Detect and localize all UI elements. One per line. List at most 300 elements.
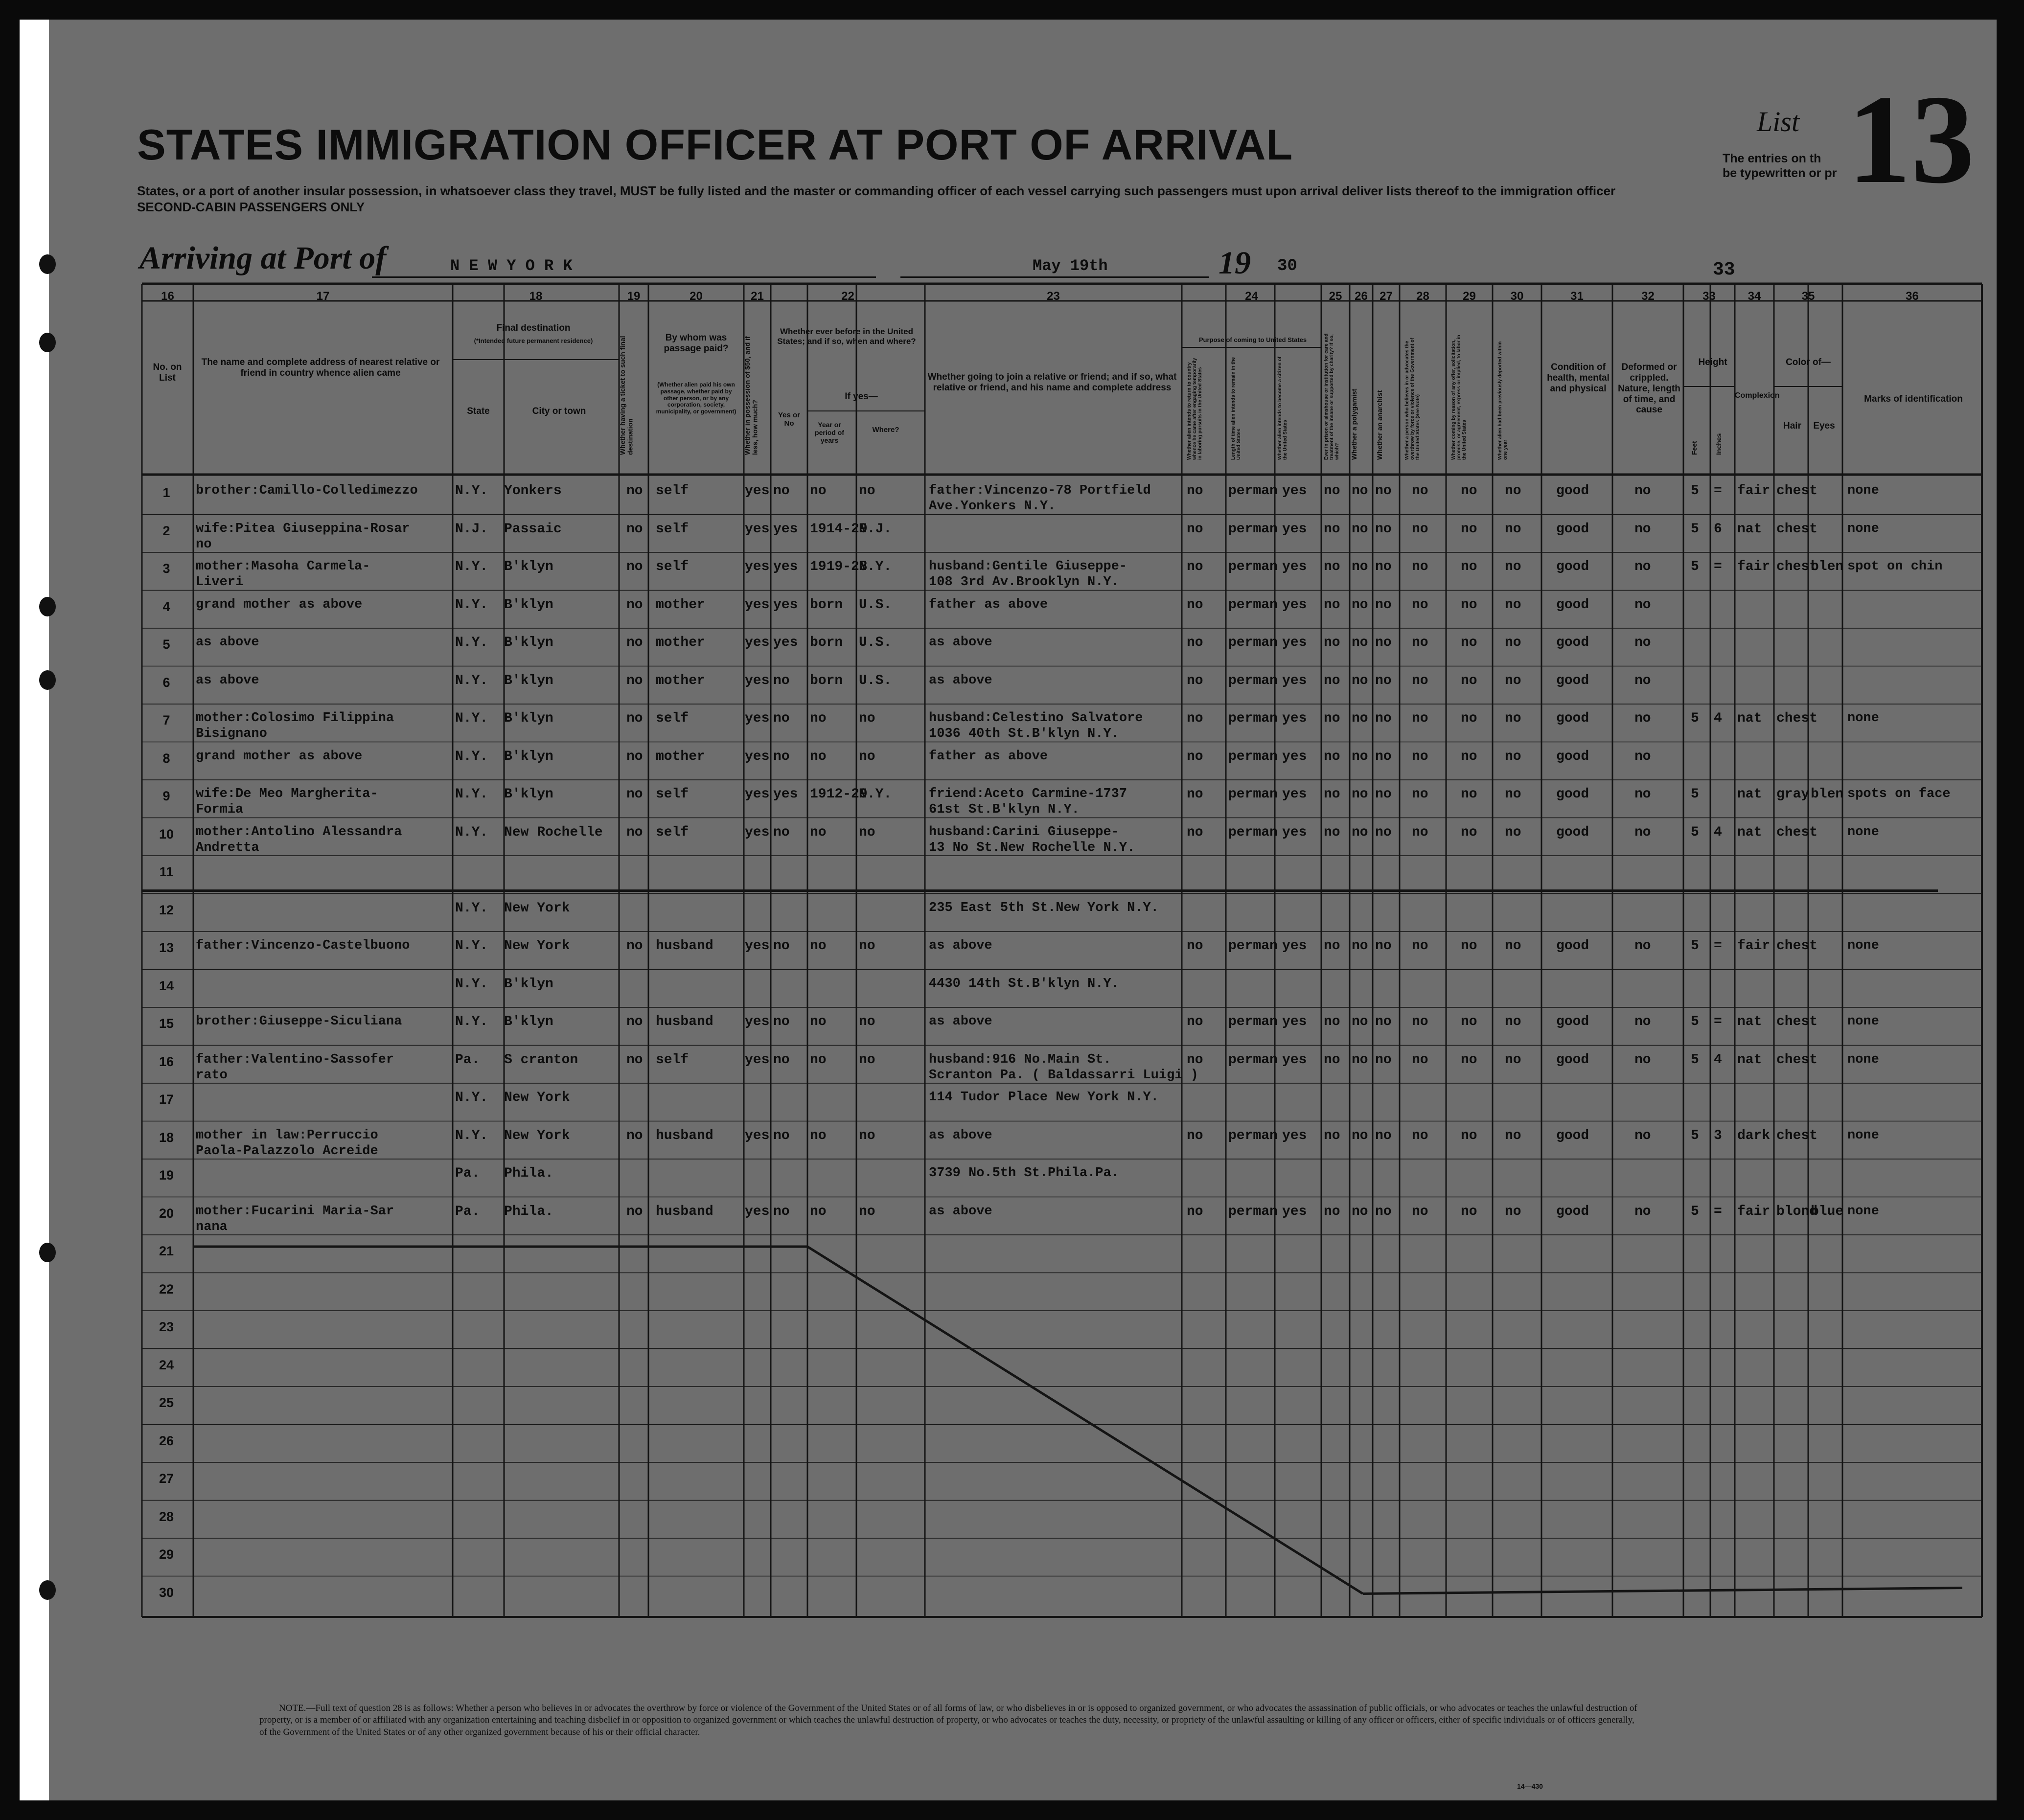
q28-cell: no [1412,521,1428,537]
q30-cell: no [1505,711,1521,726]
inches-cell: = [1714,483,1722,499]
relative-cell-line2: Paola-Palazzolo Acreide [196,1143,378,1159]
feet-cell: 5 [1691,1014,1699,1029]
before-us-cell: no [773,1014,790,1029]
column-number: 27 [1380,290,1393,303]
deformed-cell: no [1634,559,1651,574]
money-cell: yes [745,711,770,726]
marks-cell: none [1847,1052,1879,1067]
state-cell: N.Y. [455,938,488,954]
before-us-cell: no [773,673,790,688]
ticket-cell: no [626,597,643,613]
health-cell: good [1556,711,1589,726]
prison-cell: no [1324,483,1340,499]
citizen-cell: yes [1282,824,1307,840]
header-money: Whether in possession of $50, and if less, how much? [743,336,759,455]
length-stay-cell: perman [1228,635,1278,650]
column-number: 22 [841,290,854,303]
q28-cell: no [1412,711,1428,726]
relative-cell-line2: Liveri [196,575,244,590]
city-cell: Phila. [504,1166,553,1181]
where-cell: U.S. [859,673,892,688]
year-period-cell: no [810,1014,827,1029]
header-complexion: Complexion [1735,391,1780,400]
header-q28: Whether a person who believes in or advocates the overthrow by force or violence of the Government of the United States (See Note) [1404,338,1421,460]
column-number: 23 [1047,290,1060,303]
before-us-cell: no [773,1052,790,1068]
deformed-cell: no [1634,787,1651,802]
before-us-cell: no [773,749,790,764]
feet-cell: 5 [1691,824,1699,840]
money-cell: yes [745,824,770,840]
q30-cell: no [1505,749,1521,764]
complexion-cell: dark [1737,1128,1771,1143]
polygamist-cell: no [1352,938,1368,954]
q29-cell: no [1461,1052,1477,1068]
city-cell: New Rochelle [504,824,603,840]
row-number: 17 [159,1092,174,1107]
citizen-cell: yes [1282,787,1307,802]
relative-cell: as above [196,635,259,650]
prison-cell: no [1324,1204,1340,1219]
sheet-number: 33 [1713,259,1735,280]
marks-cell: none [1847,1014,1879,1029]
polygamist-cell: no [1352,1014,1368,1029]
year-period-cell: no [810,1204,827,1219]
row-number: 16 [159,1054,174,1069]
money-cell: yes [745,1204,770,1219]
join-relative-cell: 235 East 5th St.New York N.Y. [929,900,1159,915]
relative-cell-line2: rato [196,1068,228,1083]
header-condition: Condition of health, mental and physical [1547,362,1610,394]
city-cell: B'klyn [504,559,553,574]
q29-cell: no [1461,824,1477,840]
polygamist-cell: no [1352,787,1368,802]
header-passage: By whom was passage paid? [664,333,729,354]
year-suffix: 30 [1277,257,1297,275]
passage-paid-cell: mother [656,673,705,688]
header-final-destination: Final destination [496,323,571,333]
where-cell: no [859,1014,875,1029]
join-relative-cell: husband:Celestino Salvatore [929,711,1143,726]
header-purpose-temporary: Whether alien intends to return to country whence he came after engaging temporarily in laboring pursuits in the United States [1187,358,1203,460]
eyes-cell: blen [1811,787,1844,802]
state-cell: Pa. [455,1052,480,1068]
ticket-cell: no [626,635,643,650]
length-stay-cell: perman [1228,597,1278,613]
citizen-cell: yes [1282,1128,1307,1143]
join-relative-cell-line2: 108 3rd Av.Brooklyn N.Y. [929,575,1119,590]
polygamist-cell: no [1352,483,1368,499]
inches-cell: 4 [1714,1052,1722,1068]
column-number: 20 [690,290,703,303]
column-number: 16 [161,290,174,303]
polygamist-cell: no [1352,711,1368,726]
column-number: 34 [1748,290,1761,303]
closing-rule [1363,1588,1962,1594]
ticket-cell: no [626,749,643,764]
complexion-cell: fair [1737,938,1771,954]
row-number: 25 [159,1395,174,1410]
ticket-cell: no [626,787,643,802]
state-cell: N.Y. [455,900,488,916]
length-stay-cell: perman [1228,1052,1278,1068]
header-year-period: Year or period of years [815,421,844,445]
header-if-yes: If yes— [845,391,878,402]
arriving-label: Arriving at Port of [139,240,387,276]
before-us-cell: no [773,483,790,499]
header-where: Where? [872,426,899,434]
prison-cell: no [1324,938,1340,954]
temporary-cell: no [1187,1204,1203,1219]
join-relative-cell: as above [929,635,992,650]
ticket-cell: no [626,938,643,954]
citizen-cell: yes [1282,521,1307,537]
citizen-cell: yes [1282,483,1307,499]
temporary-cell: no [1187,1014,1203,1029]
city-cell: New York [504,1128,570,1143]
before-us-cell: no [773,824,790,840]
deformed-cell: no [1634,521,1651,537]
header-polygamist: Whether a polygamist [1350,388,1358,460]
where-cell: N.J. [859,521,892,537]
marks-cell: none [1847,1204,1879,1219]
where-cell: no [859,749,875,764]
column-number: 28 [1416,290,1429,303]
before-us-cell: no [773,711,790,726]
q28-cell: no [1412,597,1428,613]
passage-paid-cell: husband [656,1128,713,1143]
state-cell: N.Y. [455,749,488,764]
prison-cell: no [1324,673,1340,688]
join-relative-cell: friend:Aceto Carmine-1737 [929,787,1127,801]
polygamist-cell: no [1352,824,1368,840]
prison-cell: no [1324,787,1340,802]
before-us-cell: yes [773,635,798,650]
q29-cell: no [1461,1014,1477,1029]
deformed-cell: no [1634,938,1651,954]
q29-cell: no [1461,1204,1477,1219]
temporary-cell: no [1187,749,1203,764]
passage-paid-cell: self [656,521,689,537]
complexion-cell: fair [1737,559,1771,574]
city-cell: New York [504,938,570,954]
citizen-cell: yes [1282,635,1307,650]
q28-cell: no [1412,1014,1428,1029]
marks-cell: none [1847,938,1879,953]
citizen-cell: yes [1282,1204,1307,1219]
header-ticket: Whether having a ticket to such final destination [619,336,634,455]
header-anarchist: Whether an anarchist [1376,390,1383,460]
before-us-cell: no [773,938,790,954]
year-period-cell: no [810,749,827,764]
year-period-cell: no [810,711,827,726]
hair-cell: gray [1776,787,1810,802]
where-cell: no [859,483,875,499]
join-relative-cell: 114 Tudor Place New York N.Y. [929,1090,1159,1105]
q29-cell: no [1461,1128,1477,1143]
anarchist-cell: no [1375,749,1392,764]
q30-cell: no [1505,824,1521,840]
header-feet: Feet [1690,441,1698,455]
marks-cell: none [1847,521,1879,536]
prison-cell: no [1324,749,1340,764]
complexion-cell: nat [1737,787,1762,802]
header-before-us: Whether ever before in the United States; and if so, when and where? [777,327,916,346]
polygamist-cell: no [1352,673,1368,688]
q28-cell: no [1412,938,1428,954]
state-cell: N.Y. [455,635,488,650]
feet-cell: 5 [1691,711,1699,726]
length-stay-cell: perman [1228,673,1278,688]
column-number: 18 [529,290,543,303]
ticket-cell: no [626,483,643,499]
polygamist-cell: no [1352,749,1368,764]
length-stay-cell: perman [1228,1128,1278,1143]
money-cell: yes [745,559,770,574]
row-number: 6 [162,675,170,690]
deformed-cell: no [1634,1014,1651,1029]
header-purpose-citizen: Whether alien intends to become a citizen of the United States [1277,356,1288,460]
marks-cell: none [1847,824,1879,840]
prison-cell: no [1324,1014,1340,1029]
relative-cell: grand mother as above [196,597,363,612]
length-stay-cell: perman [1228,938,1278,954]
length-stay-cell: perman [1228,521,1278,537]
polygamist-cell: no [1352,1204,1368,1219]
relative-cell-line2: no [196,537,212,552]
hair-cell: chest [1776,824,1818,840]
q28-cell: no [1412,824,1428,840]
feet-cell: 5 [1691,1204,1699,1219]
passage-paid-cell: self [656,824,689,840]
city-cell: Yonkers [504,483,562,499]
row-number: 8 [162,751,170,766]
city-cell: B'klyn [504,1014,553,1029]
join-relative-cell: father:Vincenzo-78 Portfield [929,483,1151,498]
year-period-cell: no [810,824,827,840]
health-cell: good [1556,1128,1589,1143]
inches-cell: = [1714,559,1722,574]
relative-cell: mother in law:Perruccio [196,1128,378,1143]
join-relative-cell: father as above [929,597,1048,612]
q28-cell: no [1412,635,1428,650]
column-number: 17 [316,290,330,303]
passage-paid-cell: self [656,1052,689,1068]
where-cell: U.S. [859,597,892,613]
where-cell: no [859,824,875,840]
money-cell: yes [745,938,770,954]
length-stay-cell: perman [1228,1014,1278,1029]
q30-cell: no [1505,787,1521,802]
anarchist-cell: no [1375,1014,1392,1029]
where-cell: U.S. [859,635,892,650]
city-cell: S cranton [504,1052,578,1068]
row-number: 5 [162,637,170,652]
where-cell: no [859,938,875,954]
date-value: May 19th [1033,257,1108,275]
row-number: 11 [159,864,174,879]
q29-cell: no [1461,483,1477,499]
deformed-cell: no [1634,824,1651,840]
header-deformed: Deformed or crippled. Nature, length of time, and cause [1618,362,1680,415]
citizen-cell: yes [1282,1014,1307,1029]
join-relative-cell: as above [929,1128,992,1143]
header-inches: Inches [1715,433,1723,455]
prison-cell: no [1324,597,1340,613]
header-prison: Ever in prison or almshouse or institution for care and treatment of the insane or supported by charity? If so, which? [1324,333,1340,460]
city-cell: B'klyn [504,976,553,992]
eyes-cell: blen [1811,559,1844,574]
health-cell: good [1556,938,1589,954]
prison-cell: no [1324,711,1340,726]
row-number: 24 [159,1357,174,1372]
q30-cell: no [1505,673,1521,688]
polygamist-cell: no [1352,597,1368,613]
relative-cell: as above [196,673,259,688]
money-cell: yes [745,1052,770,1068]
money-cell: yes [745,483,770,499]
length-stay-cell: perman [1228,824,1278,840]
relative-cell-line2: Bisignano [196,727,267,741]
length-stay-cell: perman [1228,483,1278,499]
row-number: 30 [159,1585,174,1600]
temporary-cell: no [1187,824,1203,840]
anarchist-cell: no [1375,1204,1392,1219]
length-stay-cell: perman [1228,711,1278,726]
row-number: 3 [162,561,170,576]
complexion-cell: nat [1737,521,1762,537]
polygamist-cell: no [1352,1052,1368,1068]
health-cell: good [1556,1014,1589,1029]
q29-cell: no [1461,673,1477,688]
state-cell: N.Y. [455,483,488,499]
row-number: 4 [162,599,170,614]
q28-cell: no [1412,749,1428,764]
deformed-cell: no [1634,635,1651,650]
column-number: 31 [1570,290,1584,303]
row-number: 20 [159,1206,174,1221]
city-cell: B'klyn [504,597,553,613]
feet-cell: 5 [1691,787,1699,802]
city-cell: B'klyn [504,635,553,650]
length-stay-cell: perman [1228,1204,1278,1219]
money-cell: yes [745,787,770,802]
row-number: 18 [159,1130,174,1145]
deformed-cell: no [1634,749,1651,764]
state-cell: N.Y. [455,1090,488,1105]
header-height: Height [1698,357,1727,367]
passage-paid-cell: self [656,711,689,726]
polygamist-cell: no [1352,1128,1368,1143]
inches-cell: = [1714,1014,1722,1029]
money-cell: yes [745,1128,770,1143]
eyes-cell: blue [1811,1204,1844,1219]
inches-cell: = [1714,1204,1722,1219]
header-q29: Whether coming by reason of any offer, solicitation, promise, or agreement, express or implied, to labor in the United States [1451,335,1467,460]
form-number: 14—430 [1517,1782,1543,1790]
passage-paid-cell: husband [656,1204,713,1219]
join-relative-cell: 3739 No.5th St.Phila.Pa. [929,1166,1119,1181]
column-number: 29 [1463,290,1476,303]
relative-cell-line2: nana [196,1219,228,1234]
relative-cell: mother:Antolino Alessandra [196,824,402,840]
header-purpose-length: Length of time alien intends to remain in the United States [1231,357,1242,460]
money-cell: yes [745,521,770,537]
anarchist-cell: no [1375,597,1392,613]
money-cell: yes [745,1014,770,1029]
citizen-cell: yes [1282,559,1307,574]
prison-cell: no [1324,1128,1340,1143]
header-passage-note: (Whether alien paid his own passage, whether paid by other person, or by any corporation, society, municipality, or government) [656,381,736,415]
year-period-cell: born [810,673,843,688]
city-cell: B'klyn [504,711,553,726]
manifest-sheet [20,20,1997,1800]
ticket-cell: no [626,1014,643,1029]
q29-cell: no [1461,749,1477,764]
complexion-cell: fair [1737,1204,1771,1219]
join-relative-cell: as above [929,1204,992,1219]
row-number: 29 [159,1547,174,1562]
ticket-cell: no [626,521,643,537]
before-us-cell: yes [773,559,798,574]
q29-cell: no [1461,938,1477,954]
citizen-cell: yes [1282,673,1307,688]
where-cell: N.Y. [859,559,892,574]
q30-cell: no [1505,597,1521,613]
inches-cell: 4 [1714,824,1722,840]
anarchist-cell: no [1375,711,1392,726]
citizen-cell: yes [1282,1052,1307,1068]
column-number: 35 [1801,290,1815,303]
row-number: 12 [159,902,174,917]
hair-cell: chest [1776,1014,1818,1029]
temporary-cell: no [1187,673,1203,688]
temporary-cell: no [1187,635,1203,650]
health-cell: good [1556,597,1589,613]
ticket-cell: no [626,673,643,688]
q30-cell: no [1505,521,1521,537]
before-us-cell: no [773,1204,790,1219]
prison-cell: no [1324,1052,1340,1068]
column-number: 24 [1245,290,1258,303]
city-cell: B'klyn [504,673,553,688]
temporary-cell: no [1187,597,1203,613]
feet-cell: 5 [1691,521,1699,537]
anarchist-cell: no [1375,824,1392,840]
health-cell: good [1556,673,1589,688]
join-relative-cell: as above [929,1014,992,1029]
join-relative-cell: husband:916 No.Main St. [929,1052,1111,1067]
citizen-cell: yes [1282,597,1307,613]
citizen-cell: yes [1282,749,1307,764]
where-cell: no [859,711,875,726]
length-stay-cell: perman [1228,787,1278,802]
passage-paid-cell: husband [656,938,713,954]
passage-paid-cell: self [656,483,689,499]
column-number: 33 [1702,290,1716,303]
ticket-cell: no [626,1204,643,1219]
passage-paid-cell: mother [656,635,705,650]
q28-cell: no [1412,1204,1428,1219]
column-number: 32 [1641,290,1655,303]
list-label: List [1757,106,1800,137]
city-cell: B'klyn [504,787,553,802]
q28-cell: no [1412,1128,1428,1143]
row-number: 26 [159,1433,174,1448]
anarchist-cell: no [1375,938,1392,954]
join-relative-cell-line2: Ave.Yonkers N.Y. [929,499,1056,514]
